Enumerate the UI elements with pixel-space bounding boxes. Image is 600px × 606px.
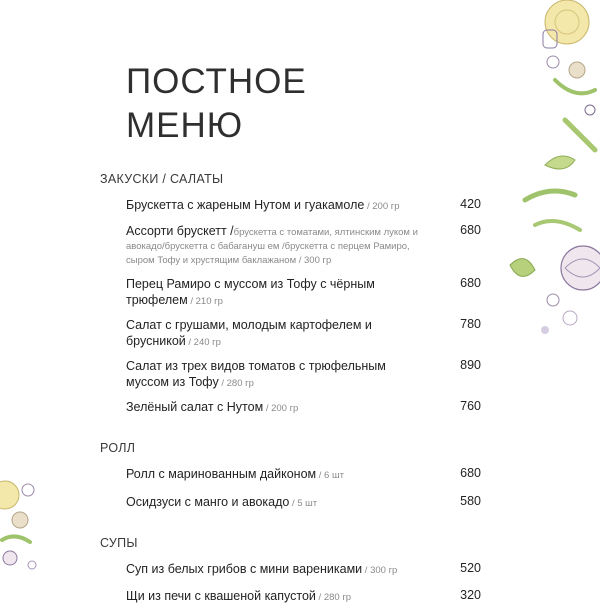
- menu-item: [126, 276, 481, 310]
- item-name: Салат с грушами, молодым картофелем и брусникой: [126, 318, 372, 348]
- item-note: / 210 гр: [187, 296, 223, 307]
- vegetable-illustration-left-icon: [0, 470, 45, 580]
- item-note: / 280 гр: [218, 378, 254, 389]
- item-price: 780: [460, 317, 481, 331]
- item-name: Зелёный салат с Нутом: [126, 400, 264, 414]
- section-heading-soups: СУПЫ: [100, 536, 138, 550]
- menu-title: [126, 60, 307, 148]
- item-price: 420: [460, 197, 481, 211]
- item-name: Ролл с маринованным дайконом: [126, 467, 317, 481]
- item-name: Перец Рамиро с муссом из Тофу с чёрным трюфелем: [126, 277, 375, 307]
- item-note: брускетта с томатами, ялтинским луком и авокадо/брускетта с бабагануш ем /брускетта с перцем Рамиро, сыром Тофу и хрустящим баклажаном / 300 гр: [126, 227, 418, 266]
- section-heading-appetizers: ЗАКУСКИ / САЛАТЫ: [100, 172, 224, 186]
- item-name: Брускетта с жареным Нутом и гуакамоле: [126, 198, 365, 212]
- menu-title-line-1: ПОСТНОЕ: [126, 62, 307, 101]
- item-name: Осидзуси с манго и авокадо: [126, 495, 290, 509]
- item-price: 680: [460, 466, 481, 480]
- menu-item: [126, 358, 481, 392]
- item-note: / 5 шт: [289, 498, 318, 509]
- item-price: 680: [460, 223, 481, 237]
- menu-item: [126, 317, 481, 351]
- item-name: Щи из печи с квашеной капустой: [126, 589, 316, 603]
- menu-item: [126, 466, 481, 484]
- menu-item: [126, 197, 481, 215]
- menu-item: [126, 561, 481, 579]
- item-note: / 200 гр: [263, 403, 299, 414]
- item-note: / 200 гр: [364, 201, 400, 212]
- menu-item: [126, 399, 481, 417]
- item-price: 890: [460, 358, 481, 372]
- menu-title-line-2: МЕНЮ: [126, 106, 244, 145]
- menu-item: [126, 588, 481, 606]
- item-note: / 300 гр: [362, 565, 398, 576]
- item-name: Суп из белых грибов с мини варениками: [126, 562, 363, 576]
- item-name: Салат из трех видов томатов с трюфельным муссом из Тофу: [126, 359, 386, 389]
- item-price: 680: [460, 276, 481, 290]
- menu-item: [126, 223, 481, 267]
- item-price: 320: [460, 588, 481, 602]
- item-note: / 280 гр: [315, 592, 352, 603]
- item-price: 520: [460, 561, 481, 575]
- vegetable-illustration-icon: [505, 0, 600, 340]
- item-note: / 6 шт: [316, 470, 344, 481]
- item-name: Ассорти брускетт /: [126, 224, 234, 238]
- item-price: 760: [460, 399, 481, 413]
- menu-item: [126, 494, 481, 512]
- item-note: / 240 гр: [185, 337, 221, 348]
- section-heading-rolls: РОЛЛ: [100, 441, 136, 455]
- item-price: 580: [460, 494, 481, 508]
